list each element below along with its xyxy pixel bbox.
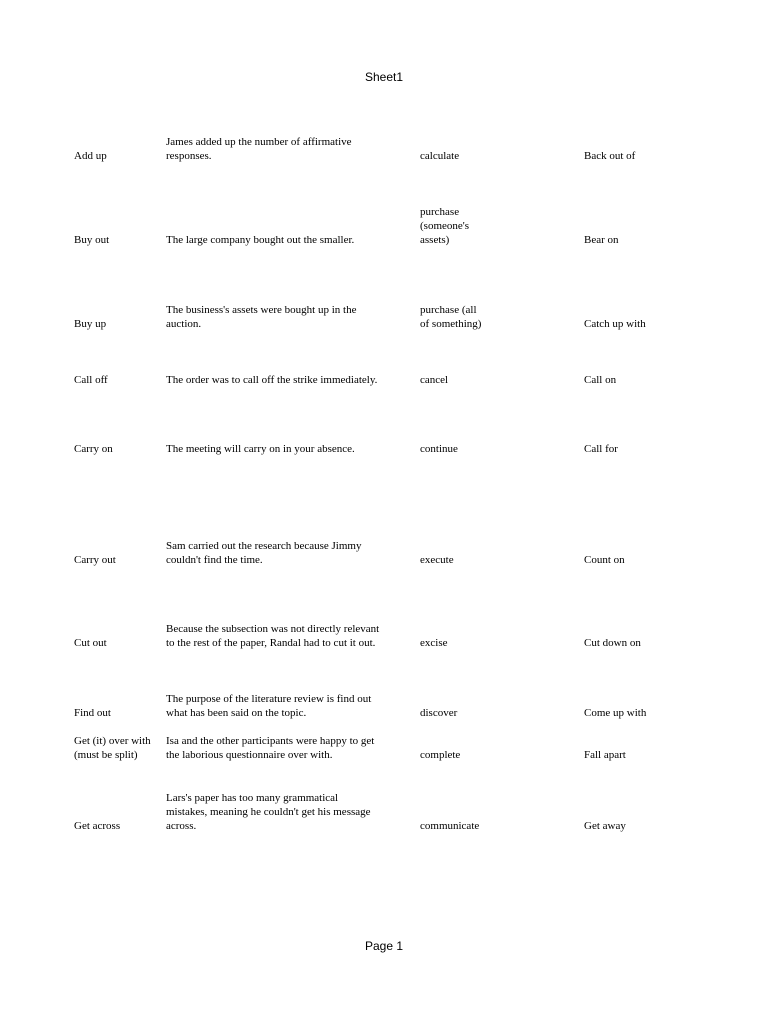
verb-cell: Buy out [74,234,110,246]
next-verb-cell: Call for [584,443,618,455]
verb-cell: Buy up [74,318,107,330]
verb-cell: Get across [74,820,121,832]
meaning-cell: purchase (someone's assets) [420,206,470,246]
meaning-cell: calculate [420,150,460,162]
next-verb-cell: Fall apart [584,749,626,761]
verb-cell: Call off [74,374,108,386]
example-cell: The order was to call off the strike immediately. [166,374,378,386]
next-verb-cell: Bear on [584,234,619,246]
verb-cell: Add up [74,150,107,162]
example-cell: The business's assets were bought up in the auction. [166,304,357,330]
example-cell: The meeting will carry on in your absence. [166,443,355,455]
verb-cell: Carry on [74,443,113,455]
next-verb-cell: Get away [584,820,626,832]
next-verb-cell: Call on [584,374,617,386]
example-cell: Sam carried out the research because Jimmy couldn't find the time. [166,540,362,566]
next-verb-cell: Catch up with [584,318,646,330]
verb-cell: Get (it) over with (must be split) [74,735,151,761]
next-verb-cell: Cut down on [584,637,641,649]
meaning-cell: continue [420,443,458,455]
meaning-cell: excise [420,637,448,649]
page-number: Page 1 [364,939,404,953]
verb-cell: Find out [74,707,111,719]
meaning-cell: discover [420,707,458,719]
example-cell: Lars's paper has too many grammatical mistakes, meaning he couldn't get his message across. [166,792,371,832]
meaning-cell: communicate [420,820,480,832]
example-cell: Because the subsection was not directly relevant to the rest of the paper, Randal had to cut it out. [166,623,380,649]
example-cell: Isa and the other participants were happy to get the laborious questionnaire over with. [166,735,375,761]
next-verb-cell: Back out of [584,150,636,162]
next-verb-cell: Come up with [584,707,647,719]
example-cell: The large company bought out the smaller. [166,234,355,246]
meaning-cell: purchase (all of something) [420,304,482,330]
next-verb-cell: Count on [584,554,625,566]
meaning-cell: complete [420,749,461,761]
meaning-cell: cancel [420,374,449,386]
meaning-cell: execute [420,554,454,566]
sheet-title: Sheet1 [364,70,404,84]
verb-cell: Cut out [74,637,107,649]
example-cell: The purpose of the literature review is find out what has been said on the topic. [166,693,372,719]
verb-cell: Carry out [74,554,116,566]
example-cell: James added up the number of affirmative responses. [166,136,352,162]
